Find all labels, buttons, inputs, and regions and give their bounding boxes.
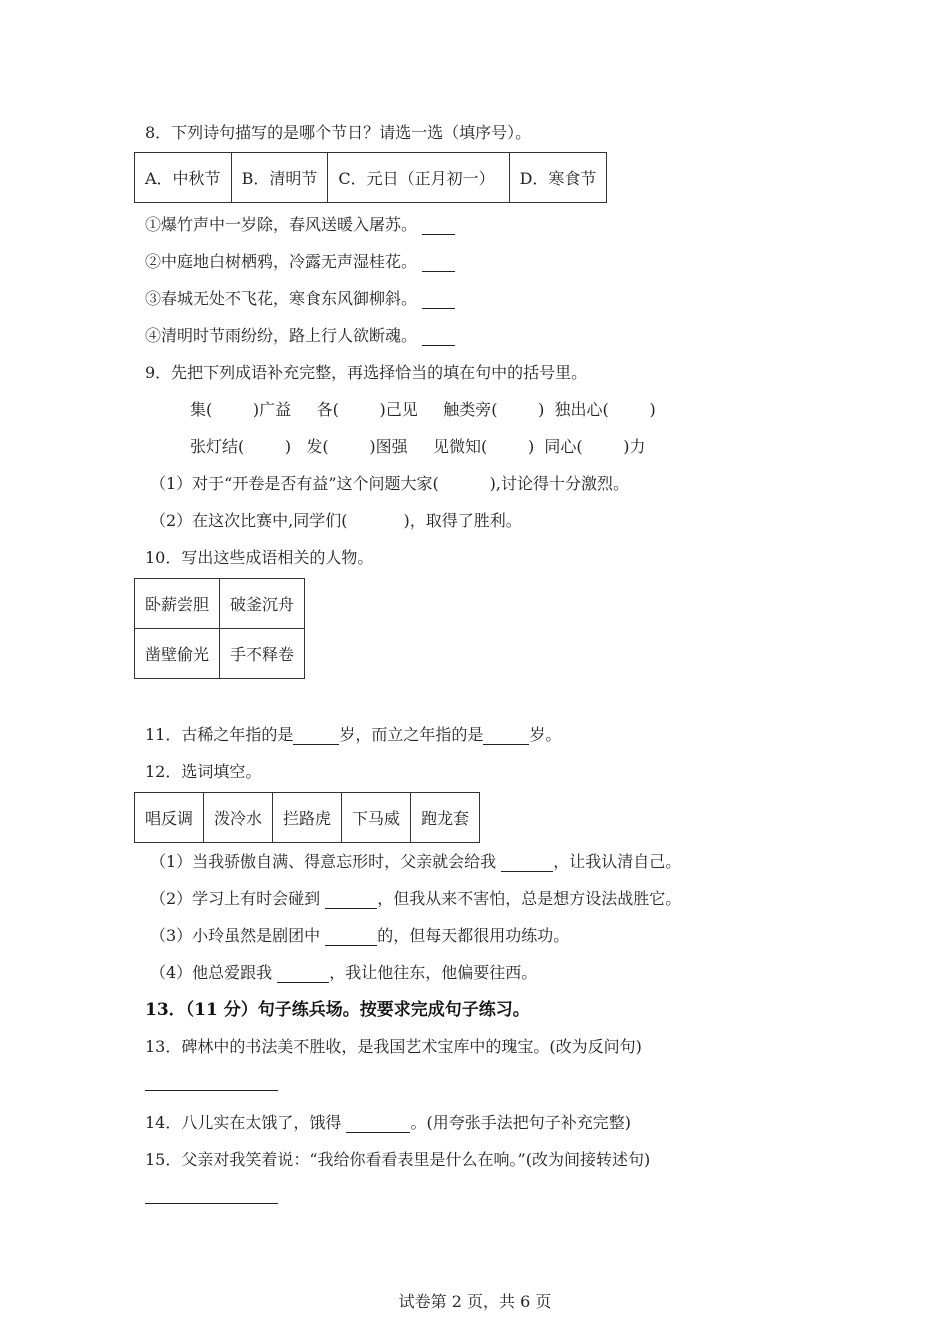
q12-word: 唱反调 bbox=[135, 793, 204, 843]
q12-sentence-2: （2）学习上有时会碰到 ，但我从来不害怕，总是想方设法战胜它。 bbox=[150, 889, 682, 908]
q12-word: 泼冷水 bbox=[204, 793, 273, 843]
q8-option-d: D．寒食节 bbox=[509, 153, 607, 203]
answer-blank[interactable] bbox=[483, 728, 529, 745]
q8-title: 8．下列诗句描写的是哪个节日？请选一选（填序号）。 bbox=[145, 123, 532, 142]
q8-item-2: ②中庭地白树栖鸦，冷露无声湿桂花。 bbox=[145, 252, 455, 272]
q13-sentence: 13．碑林中的书法美不胜收，是我国艺术宝库中的瑰宝。(改为反问句) bbox=[145, 1037, 642, 1056]
q12-title: 12．选词填空。 bbox=[145, 762, 262, 781]
answer-blank[interactable] bbox=[422, 255, 455, 272]
q8-item-4: ④清明时节雨纷纷，路上行人欲断魂。 bbox=[145, 326, 455, 346]
answer-blank[interactable] bbox=[325, 929, 377, 946]
answer-blank[interactable] bbox=[422, 218, 455, 235]
q12-word-table bbox=[134, 792, 480, 843]
q8-item-3: ③春城无处不飞花，寒食东风御柳斜。 bbox=[145, 289, 455, 309]
answer-blank[interactable] bbox=[501, 855, 553, 872]
q12-sentence-3: （3）小玲虽然是剧团中 的，但每天都很用功练功。 bbox=[150, 926, 570, 945]
q10-cell: 手不释卷 bbox=[220, 629, 305, 679]
q8-option-c: C．元日（正月初一） bbox=[328, 153, 509, 203]
answer-line[interactable] bbox=[145, 1203, 278, 1204]
q9-sentence-1: （1）对于“开卷是否有益”这个问题大家( ),讨论得十分激烈。 bbox=[150, 474, 629, 493]
q10-cell: 凿壁偷光 bbox=[135, 629, 220, 679]
q10-idiom-table bbox=[134, 578, 305, 679]
q9-sentence-2: （2）在这次比赛中,同学们( )，取得了胜利。 bbox=[150, 511, 522, 530]
q12-word: 拦路虎 bbox=[273, 793, 342, 843]
q8-option-a: A．中秋节 bbox=[135, 153, 232, 203]
answer-blank[interactable] bbox=[277, 966, 329, 983]
q9-idiom-row-2: 张灯结( ) 发( )图强 见微知( ) 同心( )力 bbox=[190, 437, 646, 456]
q10-title: 10．写出这些成语相关的人物。 bbox=[145, 548, 374, 567]
answer-line[interactable] bbox=[145, 1090, 278, 1091]
q13-section-header: 13．（11 分）句子练兵场。按要求完成句子练习。 bbox=[145, 1000, 530, 1020]
q10-cell: 卧薪尝胆 bbox=[135, 579, 220, 629]
q9-idiom-row-1: 集( )广益 各( )己见 触类旁( ) 独出心( ) bbox=[190, 400, 656, 419]
q12-word: 跑龙套 bbox=[411, 793, 480, 843]
q12-sentence-1: （1）当我骄傲自满、得意忘形时，父亲就会给我 ，让我认清自己。 bbox=[150, 852, 682, 871]
q14-sentence: 14．八儿实在太饿了，饿得 。(用夸张手法把句子补充完整) bbox=[145, 1113, 631, 1132]
answer-blank[interactable] bbox=[346, 1116, 410, 1133]
q8-options-table bbox=[134, 152, 607, 203]
answer-blank[interactable] bbox=[325, 892, 377, 909]
answer-blank[interactable] bbox=[422, 292, 455, 309]
q8-option-b: B．清明节 bbox=[231, 153, 328, 203]
q12-sentence-4: （4）他总爱跟我 ，我让他往东，他偏要往西。 bbox=[150, 963, 538, 982]
q10-cell: 破釜沉舟 bbox=[220, 579, 305, 629]
q8-item-1: ①爆竹声中一岁除，春风送暖入屠苏。 bbox=[145, 215, 455, 235]
q15-sentence: 15．父亲对我笑着说：“我给你看看表里是什么在响。”(改为间接转述句) bbox=[145, 1150, 651, 1169]
q12-word: 下马威 bbox=[342, 793, 411, 843]
answer-blank[interactable] bbox=[422, 329, 455, 346]
answer-blank[interactable] bbox=[293, 728, 339, 745]
q9-title: 9．先把下列成语补充完整，再选择恰当的填在句中的括号里。 bbox=[145, 363, 588, 382]
q11-sentence: 11．古稀之年指的是 岁，而立之年指的是 岁。 bbox=[145, 725, 562, 744]
page-footer: 试卷第 2 页，共 6 页 bbox=[398, 1292, 552, 1311]
